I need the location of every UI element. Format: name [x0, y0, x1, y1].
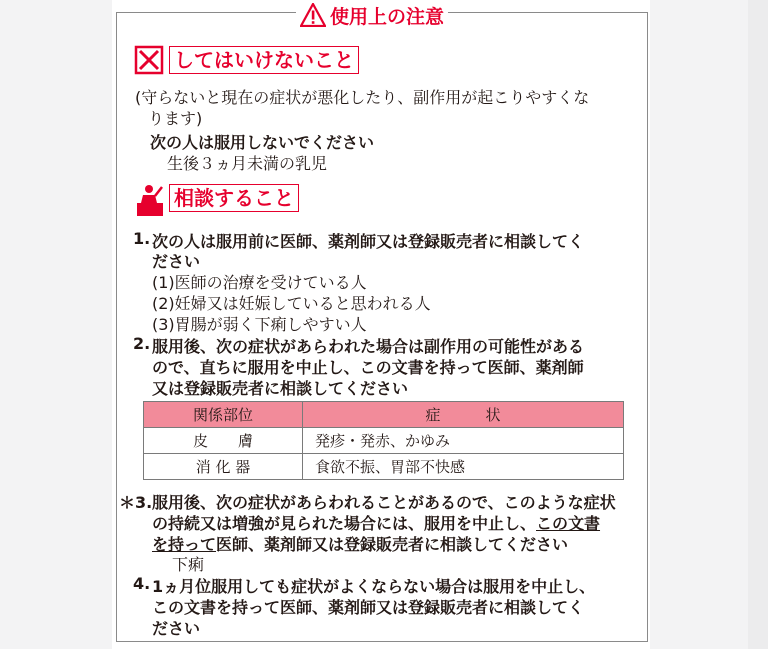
s3-line2 — [152, 511, 600, 534]
warning-triangle-icon — [300, 3, 326, 27]
s1-item3: (3)胃腸が弱く下痢しやすい人 — [152, 315, 367, 334]
consult-person-icon — [135, 183, 165, 217]
prohibited-intro-line2: ります) — [148, 109, 203, 128]
s1-item1: (1)医師の治療を受けている人 — [152, 273, 367, 292]
s3-line3-underlined: を持って — [152, 535, 217, 554]
s1-item2: (2)妊婦又は妊娠していると思われる人 — [152, 294, 431, 313]
s3-line2-underlined: この文書 — [536, 514, 601, 533]
prohibited-label: してはいけないこと — [169, 46, 359, 74]
col-header-symptom: 症 状 — [303, 402, 624, 428]
s3-line3-text: 医師、薬剤師又は登録販売者に相談してください — [216, 535, 569, 554]
s3-item: 下痢 — [172, 555, 205, 574]
right-edge — [748, 0, 768, 649]
s2-line2: ので、直ちに服用を中止し、この文書を持って医師、薬剤師 — [152, 358, 584, 377]
prohibited-cross-icon — [134, 45, 164, 75]
s4-line1: 1ヵ月位服用しても症状がよくならない場合は服用を中止し、 — [152, 577, 596, 596]
table-header-row — [144, 402, 624, 428]
s3-line1: 服用後、次の症状があらわれることがあるので、このような症状 — [152, 493, 616, 512]
consult-label: 相談すること — [169, 184, 299, 212]
left-margin — [0, 0, 112, 649]
s4-line3: ださい — [152, 619, 201, 638]
s3-line2-text: の持続又は増強が見られた場合には、服用を中止し、 — [152, 514, 537, 533]
s2-line1: 服用後、次の症状があらわれた場合は副作用の可能性がある — [152, 337, 585, 356]
section-title — [296, 0, 448, 30]
table-row — [144, 428, 624, 454]
s4-line2: この文書を持って医師、薬剤師又は登録販売者に相談してく — [152, 598, 585, 617]
cell-part: 皮 膚 — [144, 428, 303, 454]
page-title: 使用上の注意 — [330, 5, 445, 28]
s2-num: 2. — [133, 334, 151, 353]
cell-symptom: 発疹・発赤、かゆみ — [303, 428, 624, 454]
cell-symptom: 食欲不振、胃部不快感 — [303, 454, 624, 480]
s1-num: 1. — [133, 229, 151, 248]
s2-line3: 又は登録販売者に相談してください — [152, 379, 409, 398]
prohibited-intro-line1: (守らないと現在の症状が悪化したり、副作用が起こりやすくな — [135, 88, 590, 107]
cell-part: 消 化 器 — [144, 454, 303, 480]
s4-num: 4. — [133, 574, 151, 593]
s3-line3 — [152, 532, 568, 555]
s1-line1: 次の人は服用前に医師、薬剤師又は登録販売者に相談してく — [152, 232, 585, 251]
symptom-table — [143, 401, 624, 480]
s3-num: ＊3. — [119, 493, 153, 512]
s1-line2: ださい — [152, 252, 201, 271]
table-row — [144, 454, 624, 480]
prohibited-item: 生後３ヵ月未満の乳児 — [167, 154, 328, 173]
col-header-part: 関係部位 — [144, 402, 303, 428]
prohibited-heading: 次の人は服用しないでください — [150, 133, 375, 152]
